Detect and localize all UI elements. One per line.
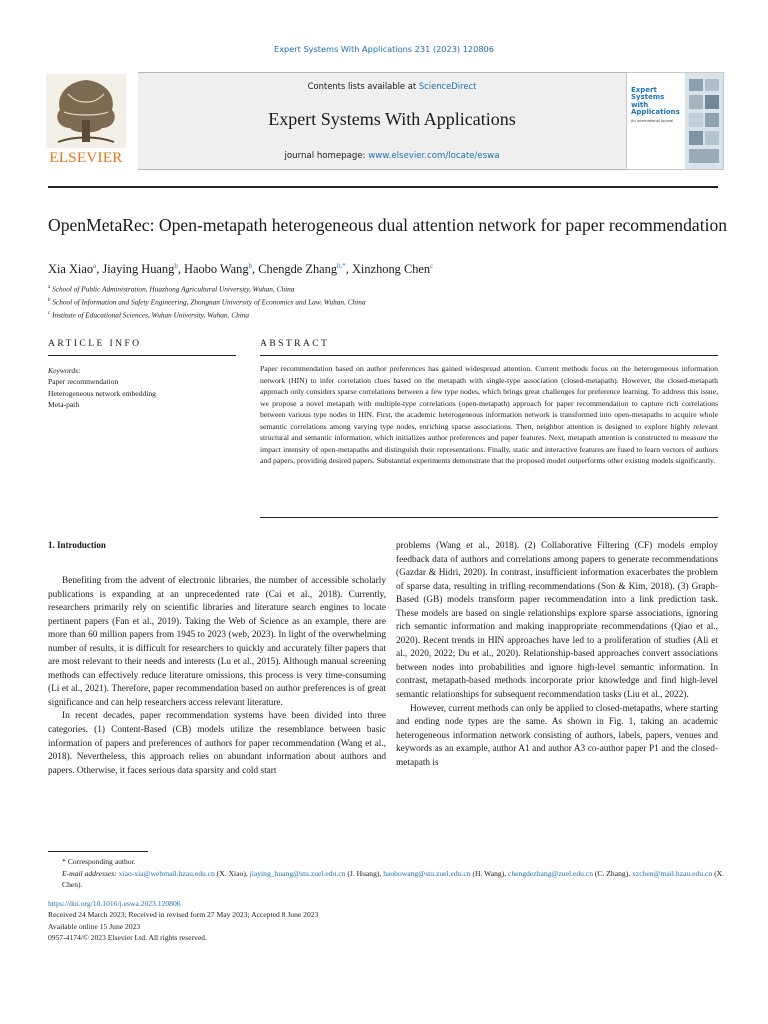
body-paragraph: However, current methods can only be applied to closed-metapaths, where starting and ending node types are the same. As shown in Fig. 1, taking an academic heterogeneous information network consisting of authors, labels, papers, venues and keywords as an example, author A1 and author A3 co-author paper P1 and the closed-metapath is (396, 703, 718, 768)
affiliation-list (48, 282, 728, 320)
introduction-heading: 1. Introduction (48, 540, 106, 550)
cover-subtitle: An International Journal (631, 119, 674, 123)
journal-banner (44, 72, 724, 172)
author-name[interactable]: Xinzhong Chen (351, 262, 431, 277)
author-list: Xia Xiao$^a$, Jiaying Huang$^b$, Haobo Wang$^b$, Chengde Zhang$^{b,*}$, Xinzhong Chen$^c$ (48, 262, 434, 277)
body-paragraph: In recent decades, paper recommendation systems have been divided into three categories. (1) Content-Based (CB) models utilize the resemblance between basic information of papers and preferences of authors for paper recommendation (Wang et al., 2018). Nevertheless, this approach relies on abundant information about authors and papers. Otherwise, it faces serious data sparsity and cold start (48, 711, 386, 776)
keyword: Heterogeneous network embedding (48, 388, 156, 398)
email-link[interactable]: chengdezhang@zuel.edu.cn (508, 868, 593, 878)
email-link[interactable]: xzchen@mail.hzau.edu.cn (632, 868, 713, 878)
keywords-block (48, 365, 228, 411)
author-name[interactable]: Xia Xiao (48, 262, 94, 277)
journal-citation-link[interactable]: Expert Systems With Applications 231 (2023) 120806 (274, 44, 494, 54)
elsevier-wordmark: ELSEVIER (49, 150, 123, 166)
affiliation: $^b$ School of Information and Safety Engineering, Zhongnan University of Economics and Law, Wuhan, China (48, 297, 366, 307)
header-rule (48, 186, 718, 188)
homepage-line: journal homepage: www.elsevier.com/locate/eswa (284, 151, 500, 161)
body-paragraph: Benefiting from the advent of electronic libraries, the number of accessible scholarly publications is expanding at an unprecedented rate (Cai et al., 2018). Currently, researchers primarily rely on scientific libraries and literature search engines to locate pertinent papers (Fan et al., 2019). Taking the Web of Science as an example, there are more than 60 million papers from 1945 to 2023 (web, 2023). In light of the overwhelming number of results, it is difficult for researchers to quickly and accurately filter papers that are most relevant to their needs and interests (Lu et al., 2015). Although manual screening methods can effectively reduce literature omissions, this process is very time-consuming (Li et al., 2021). Therefore, paper recommendation based on author preferences is of great significance and can help researchers access relevant literature. (48, 576, 386, 708)
abstract-bottom-rule (260, 517, 718, 518)
available-online: Available online 15 June 2023 (48, 921, 141, 931)
author-name[interactable]: Haobo Wang (184, 262, 249, 277)
doi-link[interactable]: https://doi.org/10.1016/j.eswa.2023.120806 (48, 899, 181, 908)
keywords-label: Keywords: (48, 366, 81, 375)
journal-masthead (138, 72, 646, 170)
contents-line: Contents lists available at ScienceDirect (307, 81, 477, 91)
footnotes (48, 856, 728, 891)
abstract-text: Paper recommendation based on author preferences has gained widespread attention. Current methods focus on the heterogeneous information network (HIN) to infer correlation clues based on the metapath with single-type association (closed-metapath). However, the closed-metapath approach only considers sparse correlations between a few type nodes, which brings great challenges for preference learning. To address this issue, we propose a novel metapath with multiple-type correlations (open-metapath) approach for paper recommendation to capture rich correlations between various type nodes in HIN. First, the academic heterogeneous information network is transformed into open-metapaths to acquire whole semantic correlations among varying type nodes, enriching sparse associations. Then, neighbor attention is designed to explore highly relevant structural and semantic information, which initializes author preferences and paper features. Next, metapath attention is constructed to measure the impact intensity of open-metapaths and distinguish their representations. Finally, static and interactive features are fused to learn vectors of authors and papers, providing desired papers. Substantial experiments demonstrate that the proposed model outperforms other existing models significantly. (260, 364, 718, 465)
corresponding-author-note: * Corresponding author. (62, 857, 136, 866)
body-paragraph: problems (Wang et al., 2018). (2) Collaborative Filtering (CF) models employ feedback data of authors and correlations among papers to generate recommendations (Gazdar & Hidri, 2020). In contrast, insufficient information exacerbates the problem of sparse data, resulting in trifling recommendations (Son & Kim, 2018). (3) Graph-Based (GB) models transform paper recommendation into a link prediction task. These models are based on single relationships explore sparse associations, ignoring rich semantic information and making inappropriate recommendations (Qiao et al., 2020). Recent trends in HIN approaches have led to a proliferation of studies (Ali et al., 2020, 2022; Du et al., 2020). Relationship-based approaches convert associations between nodes into probabilities and ignore high-level semantic information. In contrast, metapath-based methods incorporate prior knowledge and find high-level semantic relationships for subsequent recommendation tasks (Liu et al., 2022). (396, 541, 718, 701)
sciencedirect-link[interactable]: ScienceDirect (418, 81, 477, 91)
journal-title: Expert Systems With Applications (268, 109, 516, 129)
copyright: 0957-4174/© 2023 Elsevier Ltd. All rights reserved. (48, 933, 207, 943)
abstract-heading: ABSTRACT (260, 338, 330, 349)
journal-homepage-link[interactable]: www.elsevier.com/locate/eswa (368, 151, 500, 161)
elsevier-tree-logo (44, 72, 128, 170)
journal-cover-thumbnail[interactable] (626, 72, 724, 170)
author-name[interactable]: Chengde Zhang (258, 262, 338, 277)
abstract-rule (260, 355, 718, 356)
keyword: Meta-path (48, 400, 80, 410)
email-addresses: E-mail addresses: xiao-xia@webmail.hzau.edu.cn (X. Xiao), jiaying_huang@stu.zuel.edu.cn (J. Huang), haobowang@stu.zuel.edu.cn (H. Wang), chengdezhang@zuel.edu.cn (C. Zhang), xzchen@mail.hzau.edu.cn (X. Chen). (62, 868, 725, 889)
article-info-heading: ARTICLE INFO (48, 338, 142, 349)
affiliation: $^a$ School of Public Administration, Huazhong Agricultural University, Wuhan, China (48, 284, 295, 294)
email-link[interactable]: jiaying_huang@stu.zuel.edu.cn (249, 868, 346, 878)
email-link[interactable]: haobowang@stu.zuel.edu.cn (383, 868, 471, 878)
received-dates: Received 24 March 2023; Received in revised form 27 May 2023; Accepted 8 June 2023 (48, 910, 319, 920)
article-info-rule (48, 355, 236, 356)
affiliation: $^c$ Institute of Educational Sciences, Wuhan University, Wuhan, China (48, 310, 250, 320)
publication-info (48, 898, 728, 944)
email-link[interactable]: xiao-xia@webmail.hzau.edu.cn (118, 868, 215, 878)
footnote-rule (48, 851, 148, 852)
paper-title: OpenMetaRec: Open-metapath heterogeneous dual attention network for paper recommendation (48, 215, 728, 235)
body-column-left (48, 575, 386, 778)
body-column-right (396, 540, 718, 770)
cover-title: Expert Systems with Applications (631, 86, 680, 117)
author-name[interactable]: Jiaying Huang (102, 262, 175, 277)
keyword: Paper recommendation (48, 377, 119, 387)
